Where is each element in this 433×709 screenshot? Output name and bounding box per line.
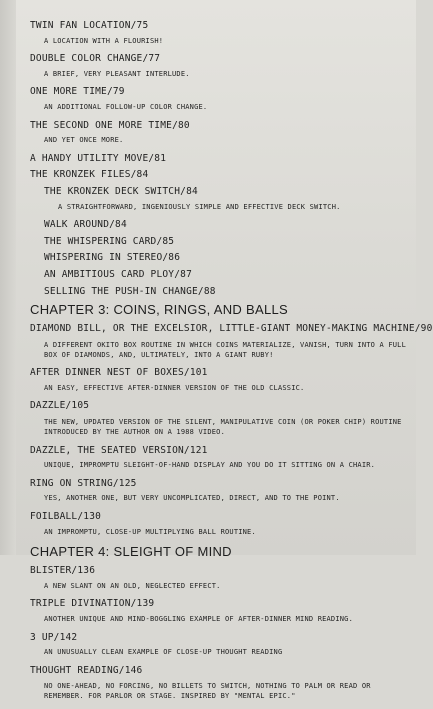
kronzek-files-subentries <box>44 186 408 302</box>
entry-description: ANOTHER UNIQUE AND MIND-BOGGLING EXAMPLE OF AFTER-DINNER MIND READING. <box>44 615 354 623</box>
entry-description: A DIFFERENT OKITO BOX ROUTINE IN WHICH COINS MATERIALIZE, VANISH, TURN INTO A FULL BOX OF DIAMONDS, AND, ULTIMATELY, INTO A GIANT RUBY! <box>44 340 406 359</box>
entry-description: A NEW SLANT ON AN OLD, NEGLECTED EFFECT. <box>44 581 221 590</box>
entry-description: A LOCATION WITH A FLOURISH! <box>44 36 164 45</box>
toc-entry-push-in-change <box>44 286 408 303</box>
entry-title: THOUGHT READING/146 <box>30 664 143 676</box>
entry-title: 3 UP/142 <box>30 631 78 643</box>
toc-entry-dazzle-seated-version <box>30 445 408 478</box>
toc-entry-handy-utility-move <box>30 153 408 170</box>
entry-title: A HANDY UTILITY MOVE/81 <box>30 152 167 164</box>
entry-title: ONE MORE TIME/79 <box>30 86 125 98</box>
entry-title: THE KRONZEK DECK SWITCH/84 <box>44 185 198 197</box>
table-of-contents <box>30 20 433 709</box>
entry-title: DAZZLE/105 <box>30 400 90 412</box>
entry-description: A STRAIGHTFORWARD, INGENIOUSLY SIMPLE AND EFFECTIVE DECK SWITCH. <box>58 202 341 211</box>
entry-title: DIAMOND BILL, OR THE EXCELSIOR, LITTLE-GIANT MONEY-MAKING MACHINE/90 <box>30 323 433 335</box>
entry-description: YES, ANOTHER ONE, BUT VERY UNCOMPLICATED, DIRECT, AND TO THE POINT. <box>44 494 340 503</box>
toc-entry-blister <box>30 565 408 598</box>
page-gutter-shadow <box>0 0 16 555</box>
toc-entry-second-one-more-time <box>30 120 408 153</box>
entry-title: DAZZLE, THE SEATED VERSION/121 <box>30 444 208 456</box>
entry-title: DOUBLE COLOR CHANGE/77 <box>30 53 161 65</box>
entry-title: TWIN FAN LOCATION/75 <box>30 20 149 31</box>
entry-title: BLISTER/136 <box>30 565 96 577</box>
toc-entry-whispering-card <box>44 236 408 253</box>
entry-description: THE NEW, UPDATED VERSION OF THE SILENT, MANIPULATIVE COIN (OR POKER CHIP) ROUTINE INTRODUCED BY THE AUTHOR ON A 1988 VIDEO. <box>44 418 402 437</box>
entry-description: AN EASY, EFFECTIVE AFTER-DINNER VERSION OF THE OLD CLASSIC. <box>44 383 305 392</box>
toc-entry-kronzek-files <box>30 169 408 186</box>
toc-entry-dazzle <box>30 400 408 437</box>
entry-title: THE KRONZEK FILES/84 <box>30 169 149 181</box>
entry-title: THE SECOND ONE MORE TIME/80 <box>30 119 190 131</box>
entry-title: THE WHISPERING CARD/85 <box>44 235 175 247</box>
toc-entry-double-color-change <box>30 53 408 86</box>
toc-entry-foilball <box>30 511 408 544</box>
toc-entry-kronzek-deck-switch <box>44 186 408 219</box>
entry-title: RING ON STRING/125 <box>30 477 137 489</box>
toc-entry-whispering-in-stereo <box>44 252 408 269</box>
entry-title: FOILBALL/130 <box>30 511 102 523</box>
toc-entry-diamond-bill <box>30 323 433 360</box>
entry-description: AN IMPROMPTU, CLOSE-UP MULTIPLYING BALL ROUTINE. <box>44 527 256 536</box>
chapter-3-heading: CHAPTER 3: COINS, RINGS, AND BALLS <box>30 302 288 318</box>
toc-entry-3-up <box>30 632 408 665</box>
entry-description: A BRIEF, VERY PLEASANT INTERLUDE. <box>44 69 190 78</box>
toc-entry-walk-around <box>44 219 408 236</box>
toc-entry-twin-fan-location <box>30 20 408 53</box>
toc-entry-ring-on-string <box>30 478 408 511</box>
toc-entry-ambitious-card-ploy <box>44 269 408 286</box>
entry-title: AFTER DINNER NEST OF BOXES/101 <box>30 367 208 379</box>
entry-description: NO ONE-AHEAD, NO FORCING, NO BILLETS TO SWITCH, NOTHING TO PALM OR READ OR REMEMBER. FOR PARLOR OR STAGE. INSPIRED BY "MENTAL EPIC." <box>44 682 371 701</box>
entry-title: AN AMBITIOUS CARD PLOY/87 <box>44 268 192 280</box>
toc-entry-thought-reading <box>30 665 408 702</box>
entry-title: WALK AROUND/84 <box>44 219 127 231</box>
entry-title: TRIPLE DIVINATION/139 <box>30 598 155 610</box>
entry-title: WHISPERING IN STEREO/86 <box>44 252 181 264</box>
entry-description: UNIQUE, IMPROMPTU SLEIGHT-OF-HAND DISPLAY AND YOU DO IT SITTING ON A CHAIR. <box>44 461 376 470</box>
toc-entry-one-more-time <box>30 86 408 119</box>
entry-description: AN UNUSUALLY CLEAN EXAMPLE OF CLOSE-UP THOUGHT READING <box>44 648 283 657</box>
chapter-4-heading: CHAPTER 4: SLEIGHT OF MIND <box>30 544 232 560</box>
entry-title: SELLING THE PUSH-IN CHANGE/88 <box>44 285 216 297</box>
entry-description: AND YET ONCE MORE. <box>44 136 124 145</box>
toc-entry-triple-divination <box>30 598 408 631</box>
entry-description: AN ADDITIONAL FOLLOW-UP COLOR CHANGE. <box>44 102 208 111</box>
toc-entry-after-dinner-nest-of-boxes <box>30 367 408 400</box>
